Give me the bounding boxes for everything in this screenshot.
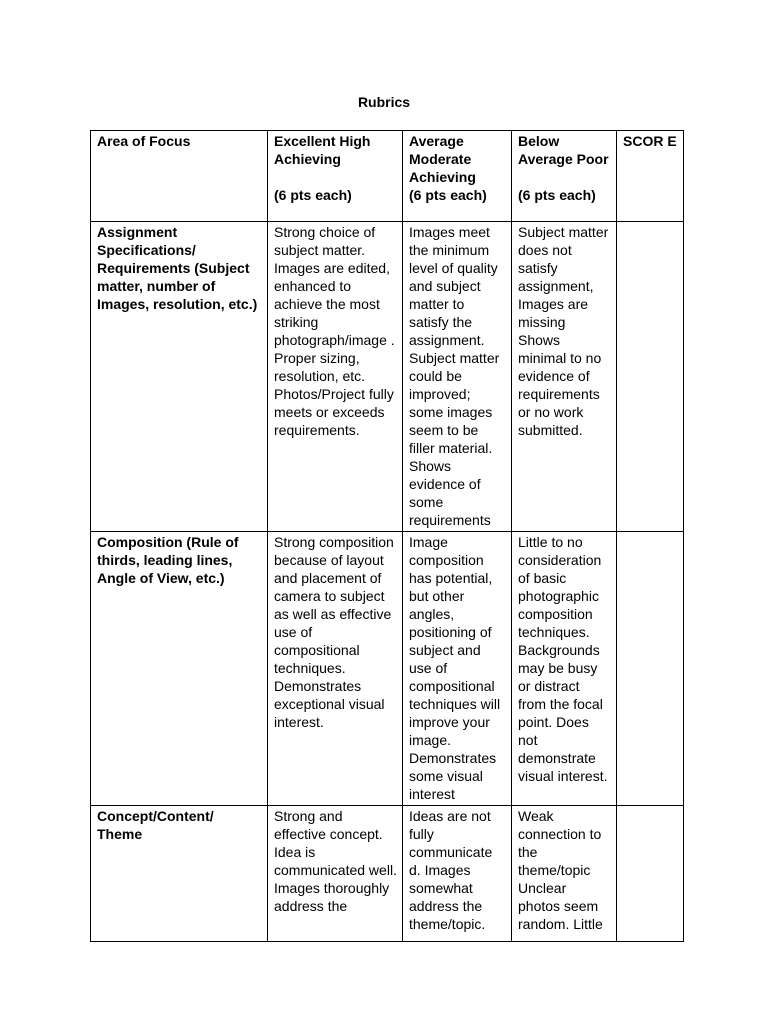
score-cell: [617, 806, 684, 942]
table-row: [91, 532, 684, 806]
header-average: Average Moderate Achieving (6 pts each): [403, 131, 512, 222]
average-cell: Images meet the minimum level of quality and subject matter to satisfy the assignment. Subject matter could be improved; some images seem to be filler material. Shows evidence of some requirements: [403, 222, 512, 532]
excellent-cell: Strong and effective concept. Idea is communicated well. Images thoroughly address the: [268, 806, 403, 942]
rubric-table: [90, 130, 684, 942]
area-cell: Concept/Content/ Theme: [91, 806, 268, 942]
below-average-cell: Subject matter does not satisfy assignment, Images are missing Shows minimal to no evidence of requirements or no work submitted.: [512, 222, 617, 532]
score-cell: [617, 532, 684, 806]
excellent-cell: Strong choice of subject matter. Images are edited, enhanced to achieve the most striking photograph/image . Proper sizing, resolution, etc. Photos/Project fully meets or exceeds requirements.: [268, 222, 403, 532]
table-header-row: [91, 131, 684, 222]
area-cell: Composition (Rule of thirds, leading lines, Angle of View, etc.): [91, 532, 268, 806]
below-average-cell: Weak connection to the theme/topic Unclear photos seem random. Little: [512, 806, 617, 942]
header-below-average: Below Average Poor (6 pts each): [512, 131, 617, 222]
table-row: [91, 806, 684, 942]
table-row: [91, 222, 684, 532]
header-score: SCOR E: [617, 131, 684, 222]
score-cell: [617, 222, 684, 532]
average-cell: Image composition has potential, but other angles, positioning of subject and use of compositional techniques will improve your image. Demonstrates some visual interest: [403, 532, 512, 806]
page-title: Rubrics: [357, 94, 411, 110]
below-average-cell: Little to no consideration of basic photographic composition techniques. Backgrounds may be busy or distract from the focal point. Does not demonstrate visual interest.: [512, 532, 617, 806]
area-cell: Assignment Specifications/ Requirements (Subject matter, number of Images, resolution, etc.): [91, 222, 268, 532]
excellent-cell: Strong composition because of layout and placement of camera to subject as well as effective use of compositional techniques. Demonstrates exceptional visual interest.: [268, 532, 403, 806]
header-area-of-focus: Area of Focus: [91, 131, 268, 222]
header-excellent: Excellent High Achieving (6 pts each): [268, 131, 403, 222]
average-cell: Ideas are not fully communicate d. Images somewhat address the theme/topic.: [403, 806, 512, 942]
